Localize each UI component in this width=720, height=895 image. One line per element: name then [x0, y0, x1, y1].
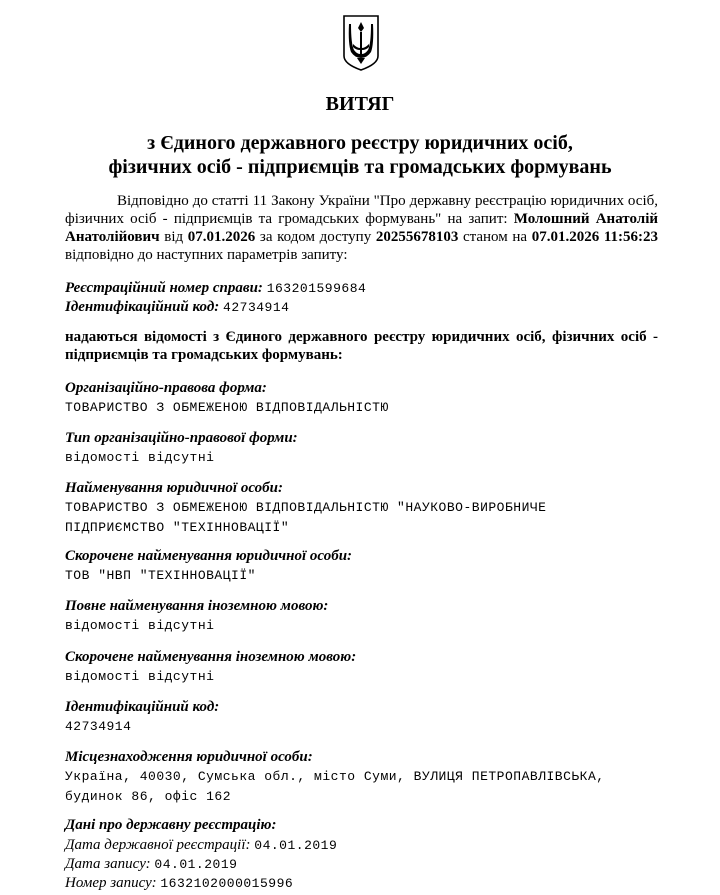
case-number-param: Реєстраційний номер справи: 163201599684: [65, 280, 367, 296]
registration-section: Дані про державну реєстрацію:: [65, 817, 277, 833]
requester-name: Молошний Анатолій Анатолійович: [65, 211, 658, 245]
full-foreign-name-field: Повне найменування іноземною мовою: відомості відсутні: [65, 598, 329, 633]
document-subtitle: з Єдиного державного реєстру юридичних осіб, фізичних осіб - підприємців та громадських формувань: [108, 132, 612, 178]
document-title: ВИТЯГ: [325, 93, 395, 115]
record-date-row: Дата запису: 04.01.2019: [65, 856, 238, 872]
short-name-field: Скорочене найменування юридичної особи: ТОВ "НВП "ТЕХІННОВАЦІЇ": [65, 548, 353, 583]
org-form-type-field: Тип організаційно-правової форми: відомості відсутні: [65, 430, 298, 465]
notice-text: надаються відомості з Єдиного державного реєстру юридичних осіб, фізичних осіб - підприємців та громадських формувань:: [65, 329, 658, 363]
org-form-field: Організаційно-правова форма: ТОВАРИСТВО З ОБМЕЖЕНОЮ ВІДПОВІДАЛЬНІСТЮ: [65, 380, 389, 415]
record-number-row: Номер запису: 1632102000015996: [65, 875, 294, 891]
intro-paragraph: Відповідно до статті 11 Закону України "Про державну реєстрацію юридичних осіб, фізичних осіб - підприємців та громадських формувань" на запит: Молошний Анатолій Анатолійович від 07.01.2026 за кодом доступу 20255678103 станом на 07.01.2026 11:56:23 відповідно до наступних параметрів запиту:: [65, 193, 658, 263]
identification-code-field: Ідентифікаційний код: 42734914: [65, 699, 220, 734]
location-field: Місцезнаходження юридичної особи: Україна, 40030, Сумська обл., місто Суми, ВУЛИЦЯ ПЕТРОПАВЛІВСЬКА, будинок 86, офіс 162: [65, 749, 605, 804]
short-foreign-name-field: Скорочене найменування іноземною мовою: відомості відсутні: [65, 649, 357, 684]
access-code: 20255678103: [375, 229, 459, 245]
trident-emblem-icon: [341, 14, 381, 72]
registration-date-row: Дата державної реєстрації: 04.01.2019: [65, 837, 338, 853]
request-date: 07.01.2026: [187, 229, 256, 245]
entity-name-field: Найменування юридичної особи: ТОВАРИСТВО З ОБМЕЖЕНОЮ ВІДПОВІДАЛЬНІСТЮ "НАУКОВО-ВИРОБНИЧЕ ПІДПРИЄМСТВО "ТЕХІННОВАЦІЇ": [65, 480, 547, 535]
as-of-datetime: 07.01.2026 11:56:23: [531, 229, 658, 245]
id-code-param: Ідентифікаційний код: 42734914: [65, 299, 290, 315]
